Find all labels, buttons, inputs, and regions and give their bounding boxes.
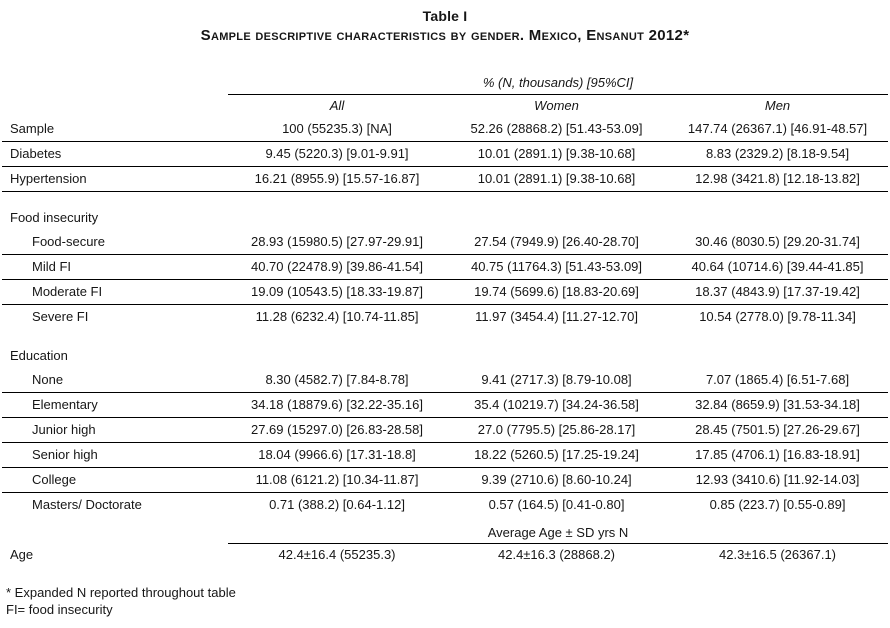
cell-all: 28.93 (15980.5) [27.97-29.91] xyxy=(228,229,446,254)
table-row-none xyxy=(2,367,888,392)
cell-women: 42.4±16.3 (28868.2) xyxy=(498,547,615,563)
cell-men: 42.3±16.5 (26367.1) xyxy=(719,547,836,563)
cell-women: 19.74 (5699.6) [18.83-20.69] xyxy=(446,279,667,304)
column-header-all: All xyxy=(329,97,345,113)
cell-women: 10.01 (2891.1) [9.38-10.68] xyxy=(446,166,667,191)
table-row-food-secure xyxy=(2,229,888,254)
cell-all: 8.30 (4582.7) [7.84-8.78] xyxy=(228,367,446,392)
empty-cell xyxy=(2,94,228,116)
spanning-header: % (N, thousands) [95%CI] xyxy=(228,72,888,94)
cell-men: 10.54 (2778.0) [9.78-11.34] xyxy=(699,309,856,325)
table-row-diabetes xyxy=(2,141,888,166)
cell-women: 10.01 (2891.1) [9.38-10.68] xyxy=(446,141,667,166)
row-label: Junior high xyxy=(2,417,228,442)
section-gap xyxy=(2,191,888,205)
footnote-expanded-n: * Expanded N reported throughout table xyxy=(6,585,236,600)
descriptive-statistics-table xyxy=(2,72,888,566)
cell-women: 52.26 (28868.2) [51.43-53.09] xyxy=(446,116,667,141)
row-label: Severe FI xyxy=(32,309,89,325)
row-label: Elementary xyxy=(2,392,228,417)
cell-women: 18.22 (5260.5) [17.25-19.24] xyxy=(446,442,667,467)
cell-men: 0.85 (223.7) [0.55-0.89] xyxy=(709,497,846,513)
table-row-hypertension xyxy=(2,166,888,191)
cell-all: 11.08 (6121.2) [10.34-11.87] xyxy=(228,467,446,492)
table-row-severe-fi xyxy=(2,304,888,329)
section-header-food-insecurity xyxy=(2,205,888,229)
table-number-title: Table I xyxy=(422,8,468,24)
table-row-elementary xyxy=(2,392,888,417)
cell-men: 12.93 (3410.6) [11.92-14.03] xyxy=(667,467,888,492)
table-subtitle: Sample descriptive characteristics by gender. Mexico, Ensanut 2012* xyxy=(200,27,690,44)
section-label: Education xyxy=(10,347,68,363)
cell-men: 28.45 (7501.5) [27.26-29.67] xyxy=(667,417,888,442)
table-row-moderate-fi xyxy=(2,279,888,304)
section-header-education xyxy=(2,343,888,367)
table-row-mild-fi xyxy=(2,254,888,279)
empty-cell xyxy=(2,522,228,543)
cell-men: 17.85 (4706.1) [16.83-18.91] xyxy=(667,442,888,467)
section-gap xyxy=(2,329,888,343)
cell-all: 40.70 (22478.9) [39.86-41.54] xyxy=(228,254,446,279)
table-row-senior-high xyxy=(2,442,888,467)
column-header-men: Men xyxy=(764,97,791,113)
cell-men: 7.07 (1865.4) [6.51-7.68] xyxy=(667,367,888,392)
cell-women: 0.57 (164.5) [0.41-0.80] xyxy=(488,497,625,513)
cell-all: 27.69 (15297.0) [26.83-28.58] xyxy=(228,417,446,442)
cell-men: 18.37 (4843.9) [17.37-19.42] xyxy=(667,279,888,304)
cell-all: 9.45 (5220.3) [9.01-9.91] xyxy=(228,141,446,166)
row-label: Age xyxy=(10,547,34,562)
row-label: Masters/ Doctorate xyxy=(32,497,142,513)
cell-women: 40.75 (11764.3) [51.43-53.09] xyxy=(446,254,667,279)
row-label: College xyxy=(2,467,228,492)
column-header-women: Women xyxy=(534,97,579,113)
table-row-sample xyxy=(2,116,888,141)
footnotes xyxy=(2,584,888,618)
cell-all: 18.04 (9966.6) [17.31-18.8] xyxy=(228,442,446,467)
cell-men: 40.64 (10714.6) [39.44-41.85] xyxy=(667,254,888,279)
cell-women: 27.0 (7795.5) [25.86-28.17] xyxy=(446,417,667,442)
row-label: None xyxy=(2,367,228,392)
table-row-masters-doctorate xyxy=(2,492,888,517)
cell-men: 8.83 (2329.2) [8.18-9.54] xyxy=(667,141,888,166)
cell-men: 32.84 (8659.9) [31.53-34.18] xyxy=(667,392,888,417)
cell-women: 35.4 (10219.7) [34.24-36.58] xyxy=(446,392,667,417)
section-label: Food insecurity xyxy=(10,209,99,225)
cell-women: 11.97 (3454.4) [11.27-12.70] xyxy=(475,309,638,325)
cell-all: 19.09 (10543.5) [18.33-19.87] xyxy=(228,279,446,304)
row-label: Hypertension xyxy=(2,166,228,191)
cell-all: 11.28 (6232.4) [10.74-11.85] xyxy=(255,309,419,325)
spanning-header-row xyxy=(2,72,888,94)
cell-women: 9.39 (2710.6) [8.60-10.24] xyxy=(446,467,667,492)
cell-all: 16.21 (8955.9) [15.57-16.87] xyxy=(228,166,446,191)
cell-all: 42.4±16.4 (55235.3) xyxy=(278,547,396,563)
row-label: Moderate FI xyxy=(2,279,228,304)
footnote-fi-abbreviation: FI= food insecurity xyxy=(6,602,113,617)
cell-women: 27.54 (7949.9) [26.40-28.70] xyxy=(446,229,667,254)
cell-all: 100 (55235.3) [NA] xyxy=(228,116,446,141)
row-label: Mild FI xyxy=(2,254,228,279)
table-row-junior-high xyxy=(2,417,888,442)
table-row-age xyxy=(2,543,888,566)
row-label: Senior high xyxy=(2,442,228,467)
row-label: Sample xyxy=(2,116,228,141)
cell-men: 30.46 (8030.5) [29.20-31.74] xyxy=(667,229,888,254)
age-spanning-header-row xyxy=(2,522,888,543)
cell-men: 12.98 (3421.8) [12.18-13.82] xyxy=(667,166,888,191)
cell-all: 0.71 (388.2) [0.64-1.12] xyxy=(269,497,405,513)
table-row-college xyxy=(2,467,888,492)
cell-women: 9.41 (2717.3) [8.79-10.08] xyxy=(446,367,667,392)
empty-cell xyxy=(2,72,228,94)
row-label: Food-secure xyxy=(2,229,228,254)
cell-all: 34.18 (18879.6) [32.22-35.16] xyxy=(228,392,446,417)
cell-men: 147.74 (26367.1) [46.91-48.57] xyxy=(667,116,888,141)
age-spanning-header: Average Age ± SD yrs N xyxy=(228,522,888,543)
column-header-row xyxy=(2,94,888,116)
row-label: Diabetes xyxy=(2,141,228,166)
